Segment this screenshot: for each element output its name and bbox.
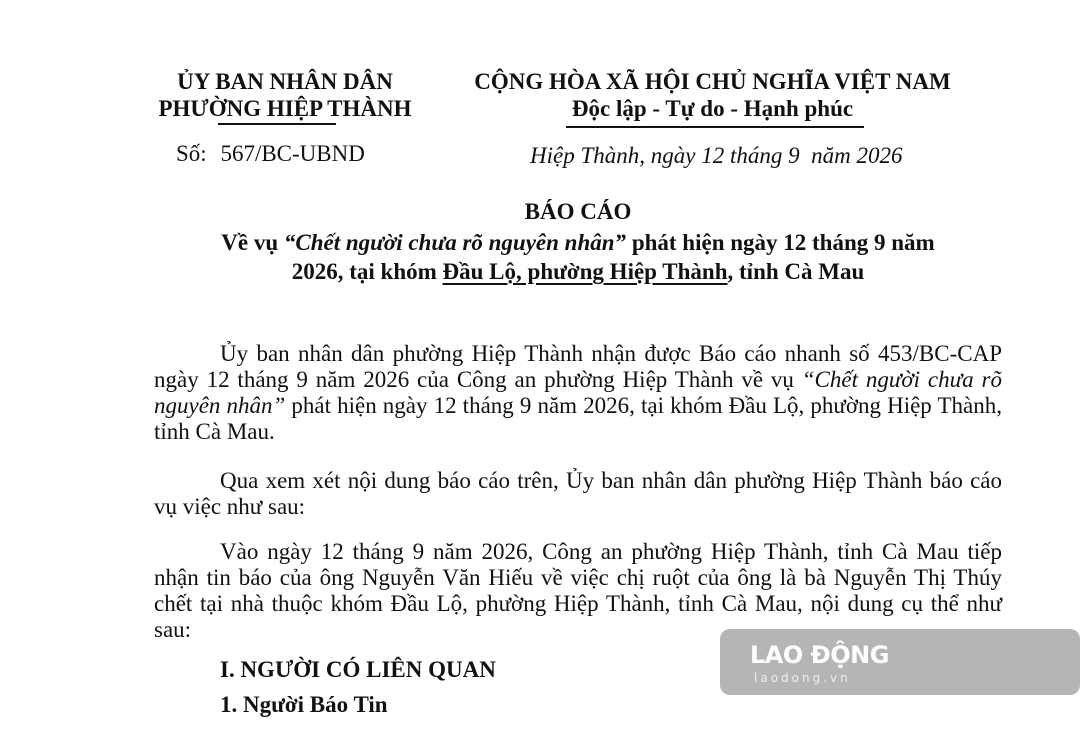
- subject-line2-prefix: 2026, tại khóm: [291, 259, 443, 284]
- motto-underline: [566, 126, 864, 128]
- subject-prefix: Về vụ: [221, 230, 284, 255]
- number-suffix: /BC-UBND: [254, 141, 365, 166]
- subsection-heading-1: 1. Người Báo Tin: [220, 692, 388, 717]
- number-prefix: Số:: [176, 141, 207, 166]
- subject-case-name: “Chết người chưa rõ nguyên nhân”: [283, 230, 627, 255]
- agency-line1: ỦY BAN NHÂN DÂN: [177, 69, 393, 94]
- document-number: [176, 140, 365, 168]
- nation-motto: Độc lập - Tự do - Hạnh phúc: [571, 96, 854, 121]
- nation-header: [455, 68, 970, 122]
- watermark-site: laodong.vn: [754, 671, 851, 685]
- number-value: 567: [220, 141, 255, 166]
- report-subject-line2: [154, 257, 1002, 286]
- p1-case-name: “Chết người chưa rõ nguyên nhân”: [154, 367, 1002, 418]
- subject-rest: phát hiện ngày 12 tháng 9 năm: [626, 230, 935, 255]
- nation-line1: CỘNG HÒA XÃ HỘI CHỦ NGHĨA VIỆT NAM: [474, 69, 951, 94]
- watermark-badge: [720, 629, 1080, 695]
- subject-location: Đầu Lộ, phường Hiệp Thành: [442, 259, 728, 284]
- paragraph-1: [154, 341, 1002, 445]
- p1-start: Ủy ban nhân dân phường Hiệp Thành nhận được Báo cáo nhanh số 453/BC-CAP ngày 12 tháng 9 năm 2026 của Công an phường Hiệp Thành về vụ: [154, 341, 1002, 392]
- paragraph-3: Vào ngày 12 tháng 9 năm 2026, Công an phường Hiệp Thành, tỉnh Cà Mau tiếp nhận tin báo của ông Nguyễn Văn Hiếu về việc chị ruột của ông là bà Nguyễn Thị Thúy chết tại nhà thuộc khóm Đầu Lộ, phường Hiệp Thành, tỉnh Cà Mau, nội dung cụ thể như sau:: [154, 539, 1002, 642]
- paragraph-2: Qua xem xét nội dung báo cáo trên, Ủy ban nhân dân phường Hiệp Thành báo cáo vụ việc như sau:: [154, 468, 1002, 519]
- report-title: BÁO CÁO: [524, 199, 632, 224]
- watermark-logo: LAO ĐỘNG: [750, 641, 889, 669]
- section-heading-1: I. NGƯỜI CÓ LIÊN QUAN: [220, 657, 496, 682]
- p1-end: phát hiện ngày 12 tháng 9 năm 2026, tại khóm Đầu Lộ, phường Hiệp Thành, tỉnh Cà Mau.: [154, 393, 1002, 444]
- subject-line2-rest: , tỉnh Cà Mau: [727, 259, 865, 284]
- place-date: Hiệp Thành, ngày 12 tháng 9 năm 2026: [530, 143, 903, 168]
- agency-line2: PHƯỜNG HIỆP THÀNH: [158, 96, 412, 121]
- agency-header: [140, 68, 430, 122]
- agency-underline: [218, 123, 336, 125]
- report-subject-line1: [154, 228, 1002, 257]
